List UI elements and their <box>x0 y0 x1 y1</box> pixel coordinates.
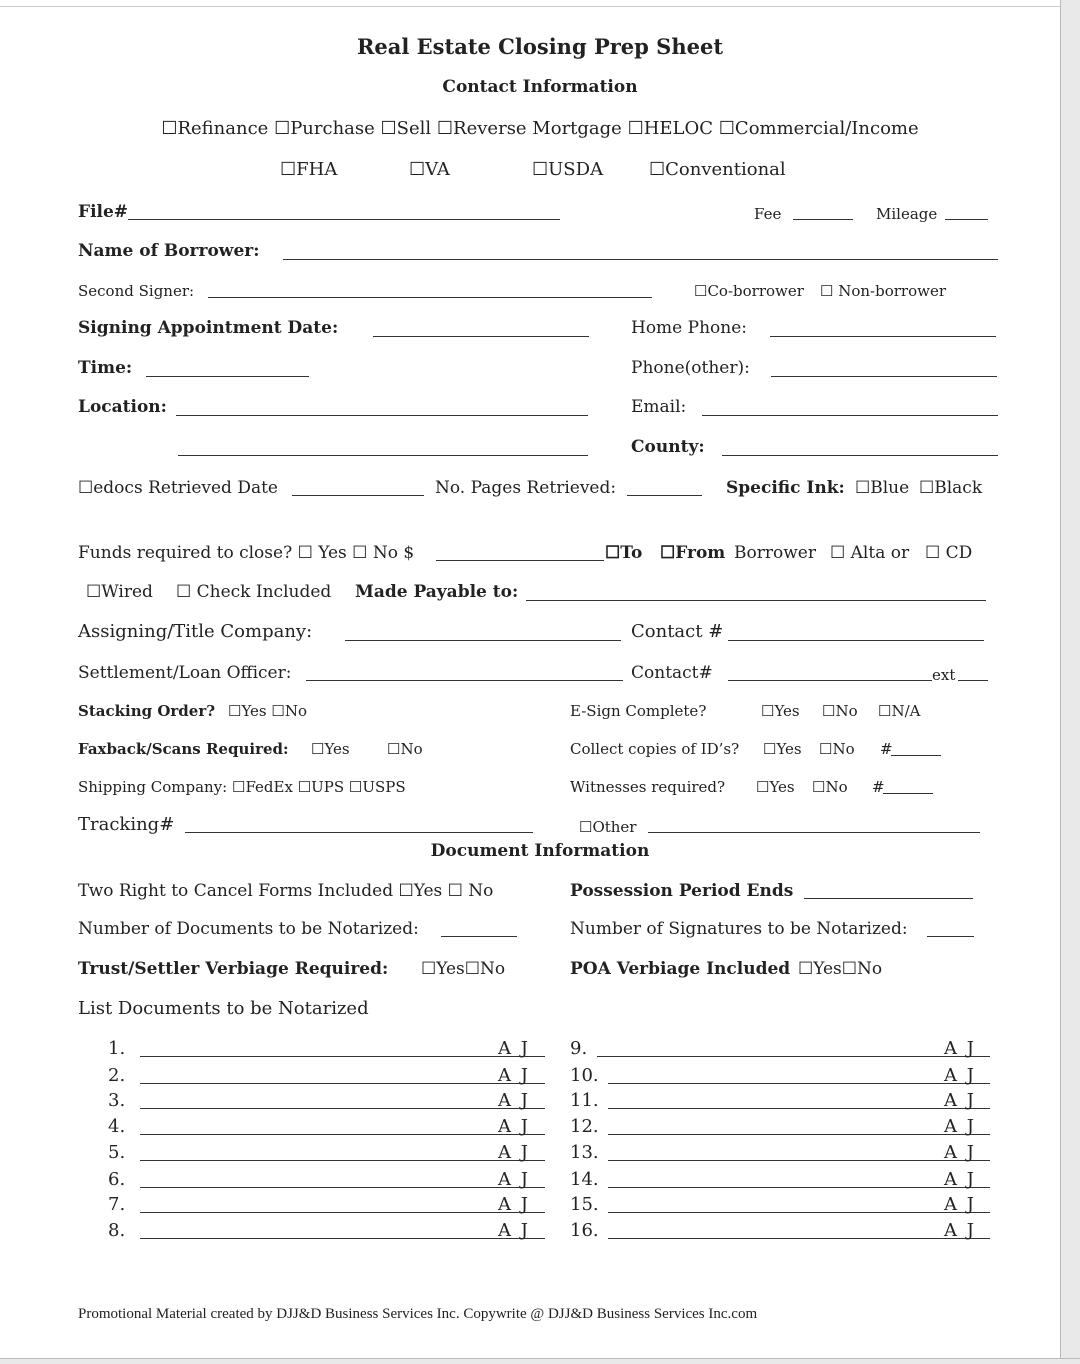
faxback-label: Faxback/Scans Required: <box>78 740 289 758</box>
appointment-date-field[interactable] <box>373 336 589 337</box>
aj-marker: A J <box>498 1194 528 1215</box>
faxback-no-checkbox[interactable]: ☐No <box>387 740 423 758</box>
home-phone-field[interactable] <box>770 336 996 337</box>
other-checkbox[interactable]: ☐Other <box>579 818 637 836</box>
aj-marker: A J <box>498 1142 528 1163</box>
edocs-date-field[interactable] <box>292 495 424 496</box>
page-title: Real Estate Closing Prep Sheet <box>356 34 724 59</box>
aj-marker: A J <box>944 1116 974 1137</box>
ink-black-checkbox[interactable]: ☐Black <box>919 478 983 498</box>
ext-label: ext <box>932 666 956 684</box>
possession-field[interactable] <box>804 898 973 899</box>
right-to-cancel-label[interactable]: Two Right to Cancel Forms Included ☐Yes ☐ No <box>78 881 494 901</box>
doc-line-field[interactable] <box>608 1187 990 1188</box>
page-edge-right <box>1060 0 1080 1364</box>
collect-ids-label: Collect copies of ID’s? <box>570 740 740 758</box>
doc-number: 2. <box>108 1065 126 1086</box>
title-company-field[interactable] <box>345 640 621 641</box>
witnesses-label: Witnesses required? <box>570 778 726 796</box>
title-contact-field[interactable] <box>728 640 984 641</box>
phone-other-field[interactable] <box>771 376 997 377</box>
doc-number: 12. <box>570 1116 599 1137</box>
witnesses-count-field[interactable] <box>883 793 933 794</box>
check-included-checkbox[interactable]: ☐ Check Included <box>176 582 332 602</box>
page-edge-bottom <box>0 1358 1080 1364</box>
aj-marker: A J <box>944 1194 974 1215</box>
loan-type-refinance[interactable]: ☐Refinance <box>161 118 269 139</box>
doc-number: 3. <box>108 1090 126 1111</box>
aj-marker: A J <box>944 1220 974 1241</box>
mileage-field[interactable] <box>945 219 988 220</box>
made-payable-field[interactable] <box>526 600 986 601</box>
wired-checkbox[interactable]: ☐Wired <box>86 582 153 602</box>
other-field[interactable] <box>648 832 980 833</box>
doc-line-field[interactable] <box>140 1238 545 1239</box>
doc-number: 6. <box>108 1169 126 1190</box>
trust-verbiage-options[interactable]: ☐Yes☐No <box>421 959 506 979</box>
doc-number: 10. <box>570 1065 599 1086</box>
mileage-label: Mileage <box>876 205 938 223</box>
doc-number: 15. <box>570 1194 599 1215</box>
aj-marker: A J <box>944 1090 974 1111</box>
witnesses-yes-checkbox[interactable]: ☐Yes <box>756 778 795 796</box>
cd-checkbox[interactable]: ☐ CD <box>925 543 973 563</box>
doc-line-field[interactable] <box>140 1160 545 1161</box>
stacking-order-options[interactable]: ☐Yes ☐No <box>228 702 307 720</box>
loan-type-reverse[interactable]: ☐Reverse Mortgage <box>436 118 622 139</box>
aj-marker: A J <box>944 1169 974 1190</box>
poa-verbiage-options[interactable]: ☐Yes☐No <box>798 959 883 979</box>
doc-line-field[interactable] <box>608 1160 990 1161</box>
loan-type-sell[interactable]: ☐Sell <box>380 118 432 139</box>
email-label: Email: <box>631 397 687 417</box>
aj-marker: A J <box>944 1065 974 1086</box>
county-label: County: <box>631 437 705 457</box>
witnesses-count-label: # <box>872 778 885 796</box>
list-docs-heading: List Documents to be Notarized <box>78 998 369 1019</box>
phone-other-label: Phone(other): <box>631 358 750 378</box>
officer-contact-label: Contact# <box>631 663 713 683</box>
loan-type-row <box>0 118 1080 139</box>
page-edge-top <box>0 6 1060 7</box>
loan-type-purchase[interactable]: ☐Purchase <box>274 118 375 139</box>
pages-retrieved-label: No. Pages Retrieved: <box>435 478 617 498</box>
doc-number: 13. <box>570 1142 599 1163</box>
doc-number: 16. <box>570 1220 599 1241</box>
co-borrower-checkbox[interactable]: ☐Co-borrower <box>694 282 804 300</box>
shipping-company[interactable]: Shipping Company: ☐FedEx ☐UPS ☐USPS <box>78 778 406 796</box>
doc-line-field[interactable] <box>140 1108 545 1109</box>
doc-number: 5. <box>108 1142 126 1163</box>
doc-line-field[interactable] <box>608 1212 990 1213</box>
doc-line-field[interactable] <box>608 1083 990 1084</box>
loan-type-heloc[interactable]: ☐HELOC <box>627 118 714 139</box>
doc-number: 9. <box>570 1038 588 1059</box>
borrower-label: Name of Borrower: <box>78 241 260 261</box>
num-signatures-label: Number of Signatures to be Notarized: <box>570 919 908 939</box>
funds-required-label: Funds required to close? ☐ Yes ☐ No $ <box>78 543 415 563</box>
funds-amount-field[interactable] <box>436 560 604 561</box>
doc-line-field[interactable] <box>140 1134 545 1135</box>
aj-marker: A J <box>498 1065 528 1086</box>
borrower-text: Borrower <box>734 543 816 563</box>
poa-verbiage-label: POA Verbiage Included <box>570 959 791 979</box>
title-contact-label: Contact # <box>631 621 724 642</box>
ink-blue-checkbox[interactable]: ☐Blue <box>855 478 910 498</box>
aj-marker: A J <box>498 1116 528 1137</box>
title-company-label: Assigning/Title Company: <box>78 621 313 642</box>
home-phone-label: Home Phone: <box>631 318 748 338</box>
aj-marker: A J <box>498 1038 528 1059</box>
aj-marker: A J <box>944 1142 974 1163</box>
ext-field[interactable] <box>958 680 988 681</box>
doc-number: 14. <box>570 1169 599 1190</box>
doc-number: 11. <box>570 1090 599 1111</box>
doc-number: 7. <box>108 1194 126 1215</box>
num-docs-label: Number of Documents to be Notarized: <box>78 919 419 939</box>
doc-line-field[interactable] <box>140 1212 545 1213</box>
doc-line-field[interactable] <box>597 1056 990 1057</box>
made-payable-label: Made Payable to: <box>355 582 519 602</box>
program-usda[interactable]: ☐USDA <box>532 159 604 180</box>
faxback-yes-checkbox[interactable]: ☐Yes <box>311 740 350 758</box>
location-field-line2[interactable] <box>178 455 588 456</box>
witnesses-no-checkbox[interactable]: ☐No <box>812 778 848 796</box>
email-field[interactable] <box>702 415 998 416</box>
tracking-field[interactable] <box>185 832 533 833</box>
doc-number: 8. <box>108 1220 126 1241</box>
section-docs-heading: Document Information <box>430 841 650 861</box>
esign-no-checkbox[interactable]: ☐No <box>822 702 858 720</box>
stacking-order-label: Stacking Order? <box>78 702 216 720</box>
trust-verbiage-label: Trust/Settler Verbiage Required: <box>78 959 389 979</box>
doc-line-field[interactable] <box>608 1134 990 1135</box>
pages-retrieved-field[interactable] <box>627 495 702 496</box>
ids-count-field[interactable] <box>891 755 941 756</box>
footer-text: Promotional Material created by DJJ&D Business Services Inc. Copywrite @ DJJ&D Business Services Inc.com <box>78 1306 758 1322</box>
doc-line-field[interactable] <box>140 1083 545 1084</box>
doc-line-field[interactable] <box>140 1056 545 1057</box>
doc-number: 1. <box>108 1038 126 1059</box>
esign-yes-checkbox[interactable]: ☐Yes <box>761 702 800 720</box>
doc-line-field[interactable] <box>608 1108 990 1109</box>
file-label: File# <box>78 202 129 222</box>
doc-line-field[interactable] <box>140 1187 545 1188</box>
borrower-field[interactable] <box>283 259 998 260</box>
time-label: Time: <box>78 358 133 378</box>
possession-label: Possession Period Ends <box>570 881 794 901</box>
program-fha[interactable]: ☐FHA <box>280 159 338 180</box>
appointment-date-label: Signing Appointment Date: <box>78 318 339 338</box>
funds-to-checkbox[interactable]: ☐To <box>605 543 643 563</box>
location-label: Location: <box>78 397 167 417</box>
fee-label: Fee <box>754 205 782 223</box>
section-contact-heading: Contact Information <box>442 77 638 97</box>
aj-marker: A J <box>944 1038 974 1059</box>
specific-ink-label: Specific Ink: <box>726 478 845 498</box>
edocs-checkbox[interactable]: ☐edocs Retrieved Date <box>78 478 278 498</box>
doc-number: 4. <box>108 1116 126 1137</box>
non-borrower-checkbox[interactable]: ☐ Non-borrower <box>820 282 946 300</box>
program-va[interactable]: ☐VA <box>409 159 450 180</box>
file-field[interactable] <box>128 219 560 220</box>
ids-count-label: # <box>880 740 893 758</box>
officer-contact-field[interactable] <box>728 680 932 681</box>
loan-officer-label: Settlement/Loan Officer: <box>78 663 292 683</box>
county-field[interactable] <box>722 455 998 456</box>
num-signatures-field[interactable] <box>927 936 974 937</box>
esign-na-checkbox[interactable]: ☐N/A <box>878 702 921 720</box>
tracking-label: Tracking# <box>78 814 175 835</box>
loan-officer-field[interactable] <box>306 680 623 681</box>
second-signer-field[interactable] <box>208 297 652 298</box>
loan-type-commercial[interactable]: ☐Commercial/Income <box>718 118 919 139</box>
aj-marker: A J <box>498 1169 528 1190</box>
program-conventional[interactable]: ☐Conventional <box>649 159 786 180</box>
esign-label: E-Sign Complete? <box>570 702 707 720</box>
funds-from-checkbox[interactable]: ☐From <box>660 543 726 563</box>
doc-line-field[interactable] <box>608 1238 990 1239</box>
aj-marker: A J <box>498 1220 528 1241</box>
num-docs-field[interactable] <box>441 936 517 937</box>
alta-checkbox[interactable]: ☐ Alta or <box>830 543 910 563</box>
second-signer-label: Second Signer: <box>78 282 195 300</box>
fee-field[interactable] <box>793 219 853 220</box>
time-field[interactable] <box>146 376 309 377</box>
location-field[interactable] <box>176 415 588 416</box>
aj-marker: A J <box>498 1090 528 1111</box>
ids-no-checkbox[interactable]: ☐No <box>819 740 855 758</box>
ids-yes-checkbox[interactable]: ☐Yes <box>763 740 802 758</box>
